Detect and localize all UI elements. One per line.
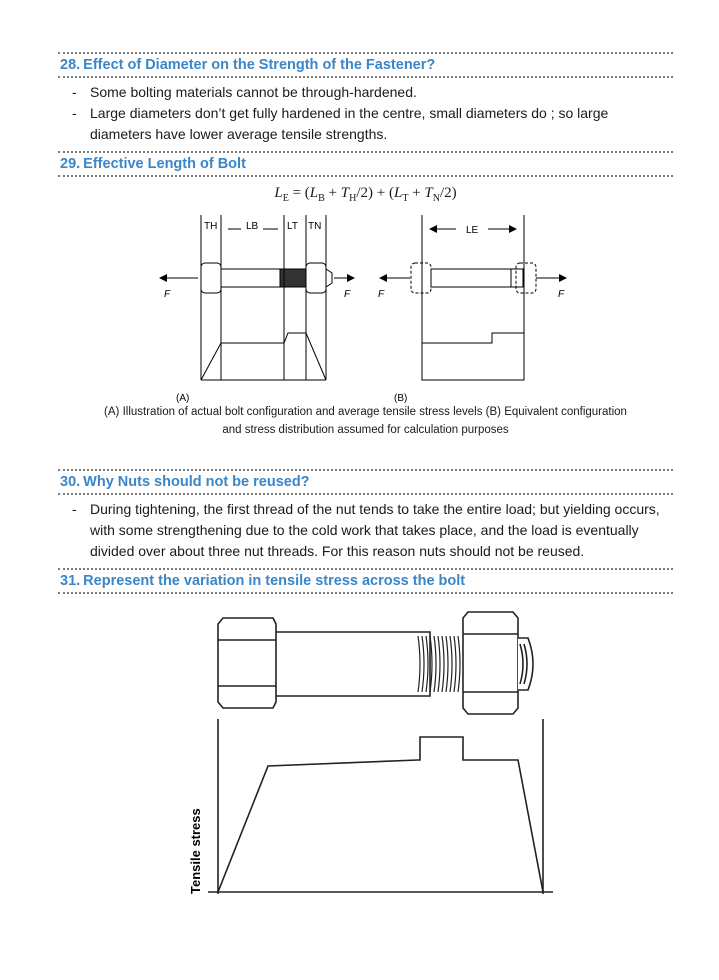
label-force-b-left: F bbox=[378, 289, 385, 300]
section-30-bullets bbox=[58, 499, 673, 562]
label-force-b-right: F bbox=[558, 289, 565, 300]
section-29-heading: 29. Effective Length of Bolt bbox=[58, 151, 673, 177]
section-28-title: Effect of Diameter on the Strength of the Fastener? bbox=[83, 57, 436, 73]
section-28-bullets bbox=[58, 82, 673, 145]
list-item: - During tightening, the first thread of the nut tends to take the entire load; but yielding occurs, with some strengthening due to the cold work that takes place, and the load is eventually divided over about three nut threads. For this reason nuts should not be reused. bbox=[72, 501, 660, 559]
label-tn: TN bbox=[308, 221, 322, 232]
effective-length-formula: $L_E = (L_B + T_H/2) + (L_T + T_N/2)$ bbox=[274, 185, 457, 204]
section-31-heading: 31. Represent the variation in tensile stress across the bolt bbox=[58, 568, 673, 594]
section-30-heading: 30. Why Nuts should not be reused? bbox=[58, 469, 673, 495]
section-30-title: Why Nuts should not be reused? bbox=[83, 474, 310, 490]
label-le: LE bbox=[466, 225, 479, 236]
tensile-stress-figure bbox=[58, 594, 673, 894]
section-28-heading: 28. Effect of Diameter on the Strength of the Fastener? bbox=[58, 52, 673, 78]
bolt-configuration-diagram bbox=[58, 205, 673, 455]
label-lb: LB bbox=[246, 221, 259, 232]
label-panel-a: (A) bbox=[176, 393, 190, 404]
tensile-stress-diagram bbox=[58, 594, 673, 894]
bolt-configuration-figure bbox=[58, 205, 673, 455]
section-29-title: Effective Length of Bolt bbox=[83, 156, 246, 172]
y-axis-label: Tensile stress bbox=[188, 808, 203, 894]
list-item: - Some bolting materials cannot be through-hardened. bbox=[72, 84, 417, 100]
list-item: - Large diameters don’t get fully hardened in the centre, small diameters do ; so large diameters have lower average tensile strengths. bbox=[72, 105, 609, 142]
label-th: TH bbox=[204, 221, 218, 232]
label-panel-b: (B) bbox=[394, 393, 408, 404]
label-force-a-left: F bbox=[164, 289, 171, 300]
label-force-a-right: F bbox=[344, 289, 351, 300]
label-lt: LT bbox=[287, 221, 298, 232]
document-page bbox=[58, 52, 673, 894]
figure-caption: (A) Illustration of actual bolt configuration and average tensile stress levels (B) Equivalent configuration and stress distribution assumed for calculation purposes bbox=[104, 406, 627, 436]
section-31-title: Represent the variation in tensile stress across the bolt bbox=[83, 573, 466, 589]
